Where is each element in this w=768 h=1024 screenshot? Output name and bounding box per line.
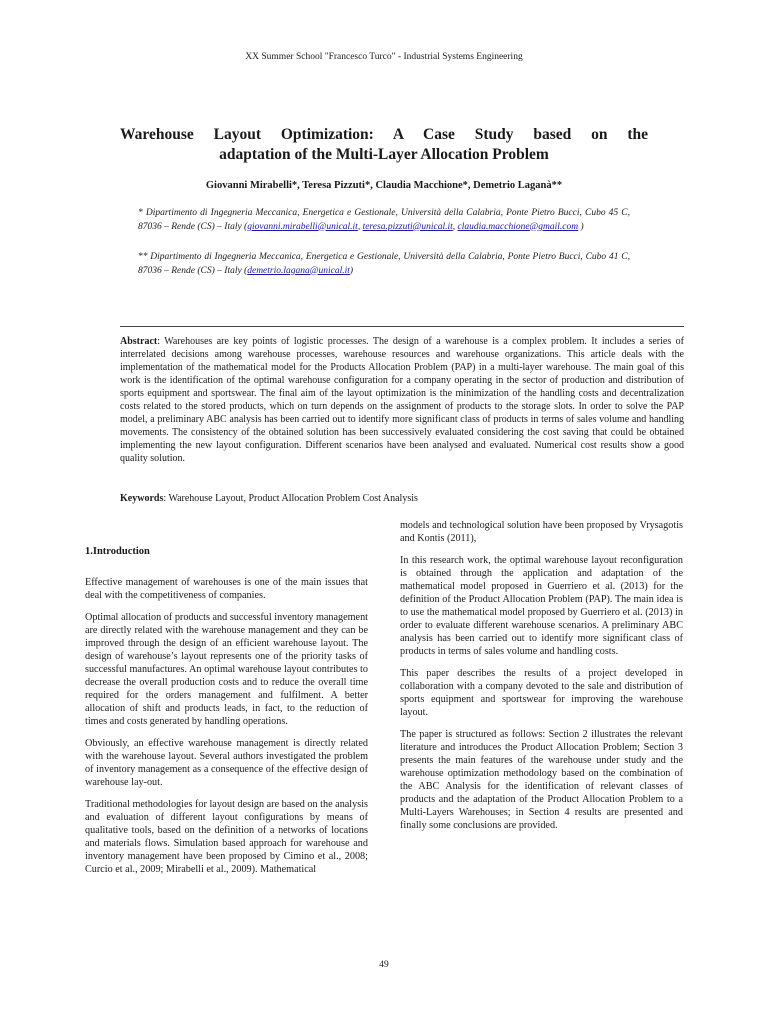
abstract <box>120 335 684 465</box>
section-heading-introduction: 1.Introduction <box>85 546 150 557</box>
paragraph: models and technological solution have been proposed by Vrysagotis and Kontis (2011), <box>400 520 683 544</box>
affiliation-second <box>138 251 630 278</box>
email-link-mirabelli[interactable]: giovanni.mirabelli@unical.it <box>247 221 358 232</box>
paragraph: In this research work, the optimal warehouse layout reconfiguration is obtained through the application and adaptation of the mathematical model proposed in Guerriero et al. (2013) for the definition of the Product Allocation Problem (PAP). The main idea is to use the mathematical model proposed by Guerriero et al. (2013) in order to evaluate different warehouse scenarios. A preliminary ABC analysis has been carried out to identify more significant class of products in terms of sales volume and handling costs. <box>400 555 683 657</box>
title-line-2: adaptation of the Multi-Layer Allocation Problem <box>219 146 549 163</box>
affiliation-separator: , <box>452 221 458 232</box>
abstract-divider <box>120 326 684 327</box>
affiliation-close: ) <box>349 265 354 276</box>
paragraph: The paper is structured as follows: Section 2 illustrates the relevant literature and introduces the Product Allocation Problem; Section 3 presents the main features of the warehouse under study and the warehouse optimization methodology based on the combination of the ABC Analysis for the identification of relevant classes of products and the adaptation of the Product Allocation Problem to a Multi-Layers Warehouses; in Section 4 results are presented and finally some conclusions are provided. <box>400 729 683 831</box>
author-list: Giovanni Mirabelli*, Teresa Pizzuti*, Claudia Macchione*, Demetrio Laganà** <box>205 180 563 191</box>
email-link-macchione[interactable]: claudia.macchione@gmail.com <box>457 221 579 232</box>
paragraph: Traditional methodologies for layout design are based on the analysis and evaluation of different layout configurations by means of qualitative tools, based on the definition of a networks of locations and materials flows. Simulation based approach for warehouse and inventory management have been proposed by Cimino et al., 2008; Curcio et al., 2009; Mirabelli et al., 2009). Mathematical <box>85 799 368 875</box>
affiliation-close: ) <box>578 221 584 232</box>
affiliation-second-text: ** Dipartimento di Ingegneria Meccanica, Energetica e Gestionale, Università della Calabria, Ponte Pietro Bucci, Cubo 41 C, 87036 – Rende (CS) – Italy ( <box>138 252 630 276</box>
right-column <box>400 519 683 841</box>
affiliation-first <box>138 207 630 234</box>
keywords <box>120 492 684 505</box>
keywords-text: : Warehouse Layout, Product Allocation Problem Cost Analysis <box>163 493 418 504</box>
paragraph: Optimal allocation of products and successful inventory management are directly related with the warehouse management and they can be improved through the design of an efficient warehouse layout. The design of warehouse’s layout represents one of the priority tasks of successful manufactures. An optimal warehouse layout contributes to decrease the overall production costs and to reduce the overall time required for the orders management and fulfilment. A better allocation of shift and products leads, in fact, to the reduction of times and costs generated by handling operations. <box>85 612 368 727</box>
affiliation-separator: , <box>357 221 363 232</box>
paragraph: Effective management of warehouses is one of the main issues that deal with the competitiveness of companies. <box>85 577 368 601</box>
abstract-text: : Warehouses are key points of logistic processes. The design of a warehouse is a complex problem. It includes a series of interrelated decisions among warehouse processes, warehouse resources and warehouse organizations. This article deals with the implementation of the mathematical model for the Products Allocation Problem (PAP) in a multi-layer warehouse. The main goal of this work is the identification of the optimal warehouse configuration for a company operating in the sector of production and distribution of sports equipment and sportswear. The final aim of the layout optimization is the minimization of the handling costs and decentralization costs related to the stored products, which on turn depends on the assignment of products to the storage slots. In order to solve the PAP model, a preliminary ABC analysis has been carried out to identify more significant class of products in terms of sales volume and handling movements. The consistency of the obtained solution has been successively evaluated considering the cost saving that could be obtained implementing the new layout configuration. Different scenarios have been analysed and evaluated. Numerical cost results show a good quality solution. <box>120 336 684 464</box>
paragraph: This paper describes the results of a project developed in collaboration with a company devoted to the sale and distribution of sports equipment and sportswear for improving the warehouse layout. <box>400 668 683 718</box>
email-link-pizzuti[interactable]: teresa.pizzuti@unical.it <box>362 221 453 232</box>
affiliation-first-text: * Dipartimento di Ingegneria Meccanica, Energetica e Gestionale, Università della Calabria, Ponte Pietro Bucci, Cubo 45 C, 87036 – Rende (CS) – Italy ( <box>138 208 630 232</box>
page-number: 49 <box>379 960 389 970</box>
paragraph: Obviously, an effective warehouse management is directly related with the warehouse layout. Several authors investigated the problem of inventory management as a consequence of the effective design of warehouse lay-out. <box>85 738 368 788</box>
keywords-label: Keywords <box>120 493 164 504</box>
left-column <box>85 545 368 885</box>
abstract-label: Abstract <box>120 336 158 347</box>
paper-title <box>120 125 648 165</box>
title-line-1: Warehouse Layout Optimization: A Case Study based on the <box>120 126 648 143</box>
running-header: XX Summer School "Francesco Turco" - Industrial Systems Engineering <box>245 52 523 62</box>
email-link-lagana[interactable]: demetrio.lagana@unical.it <box>247 265 350 276</box>
